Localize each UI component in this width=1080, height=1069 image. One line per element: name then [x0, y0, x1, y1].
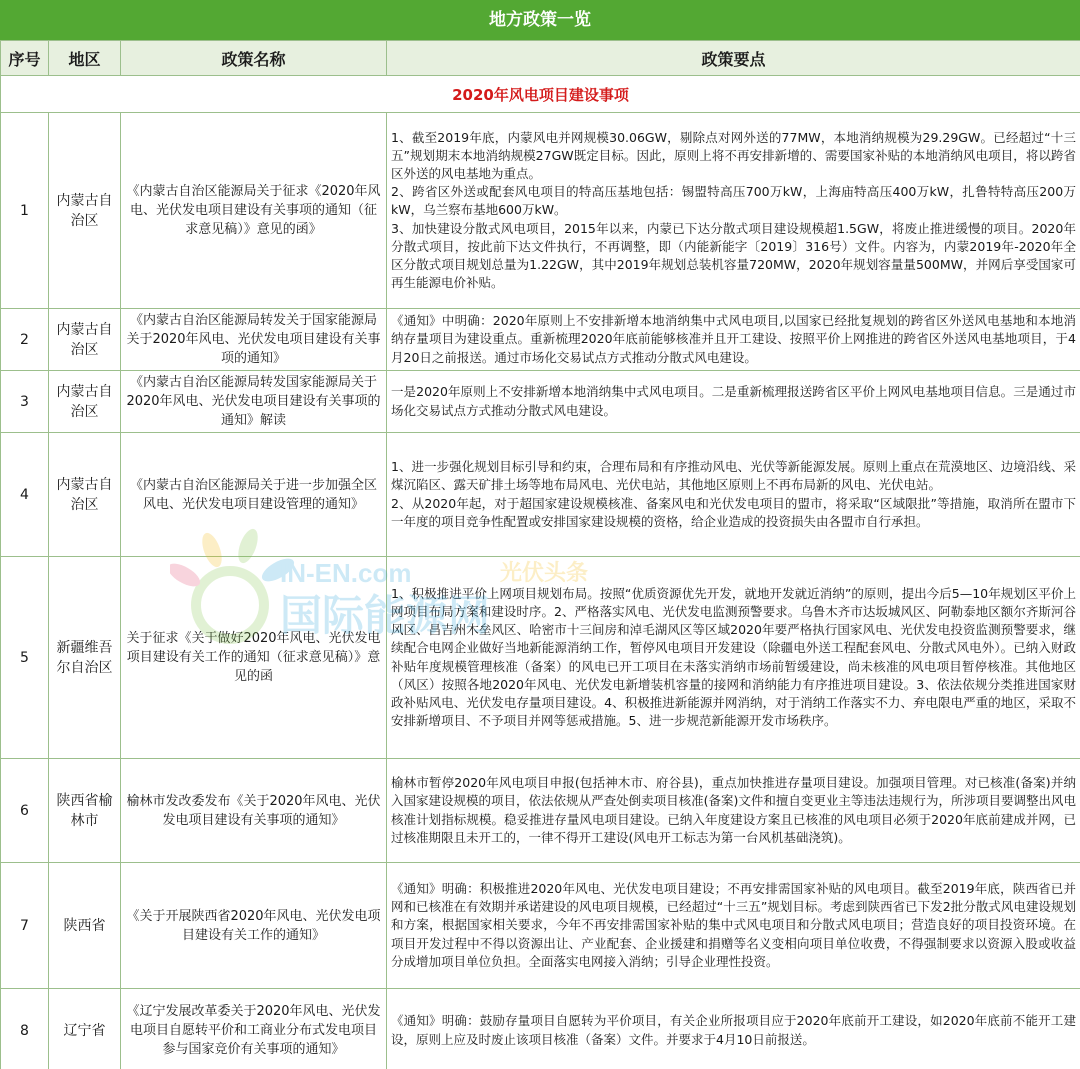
- row-number: 2: [1, 309, 49, 371]
- header-region: 地区: [49, 41, 121, 76]
- row-number: 5: [1, 557, 49, 759]
- row-policy-points: 一是2020年原则上不安排新增本地消纳集中式风电项目。二是重新梳理报送跨省区平价上网风电基地项目信息。三是通过市场化交易试点方式推动分散式风电建设。: [387, 371, 1080, 433]
- table-row: [1, 557, 1080, 759]
- row-number: 7: [1, 863, 49, 989]
- table-row: [1, 113, 1080, 309]
- row-policy-name: 《内蒙古自治区能源局关于征求《2020年风电、光伏发电项目建设有关事项的通知（征求意见稿）》意见的函》: [121, 113, 387, 309]
- watermark-line3: 光伏头条: [500, 561, 589, 586]
- row-policy-points: 1、进一步强化规划目标引导和约束，合理布局和有序推动风电、光伏等新能源发展。原则上重点在荒漠地区、边境沿线、采煤沉陷区、露天矿排土场等地布局风电、光伏电站，其他地区原则上不再布局新的风电、光伏电站。 2、从2020年起，对于超国家建设规模核准、备案风电和光伏发电项目的盟市，将采取“区域限批”等措施，取消所在盟市下一年度的项目竞争性配置或安排国家建设规模的资格，给企业造成的投资损失由各盟市自行承担。: [387, 433, 1080, 557]
- row-number: 8: [1, 989, 49, 1069]
- row-policy-name: 《辽宁发展改革委关于2020年风电、光伏发电项目自愿转平价和工商业分布式发电项目参与国家竞价有关事项的通知》: [121, 989, 387, 1069]
- table-row: [1, 759, 1080, 863]
- table-row: [1, 433, 1080, 557]
- row-policy-points: 《通知》明确：鼓励存量项目自愿转为平价项目，有关企业所报项目应于2020年底前开工建设，如2020年底前不能开工建设，原则上应及时废止该项目核准（备案）文件。并要求于4月10日前报送。: [387, 989, 1080, 1069]
- row-policy-points: 榆林市暂停2020年风电项目申报(包括神木市、府谷县)，重点加快推进存量项目建设。加强项目管理。对已核准(备案)并纳入国家建设规模的项目，依法依规从严查处倒卖项目核准(备案)文件和擅自变更业主等违法违规行为，所涉项目要调整出风电核准计划指标规模。稳妥推进存量风电项目建设。已纳入年度建设方案且已核准的风电项目必须于2020年底前建成并网，已过核准期限且未开工的，一律不得开工建设(风电开工标志为第一台风机基础浇筑)。: [387, 759, 1080, 863]
- row-policy-points: 1、积极推进平价上网项目规划布局。按照“优质资源优先开发，就地开发就近消纳”的原则，提出今后5—10年规划区平价上网项目布局方案和建设时序。2、严格落实风电、光伏发电监测预警要求。乌鲁木齐市达坂城风区、阿勒泰地区额尔齐斯河谷风区、昌吉州木垒风区、哈密市十三间房和淖毛湖风区等区域2020年要严格执行国家风电、光伏发电投资监测预警要求，继续配合电网企业做好当地新能源消纳工作，暂停风电项目开发建设（除疆电外送工程配套风电、分散式风电外）。已纳入财政补贴年度规模管理核准（备案）的风电已开工项目在未落实消纳市场前暂缓建设，尚未核准的风电项目暂停核准。其他地区（风区）按照各地2020年风电、光伏发电新增装机容量的接网和消纳能力有序推进项目建设。3、依法依规分类推进国家财政补贴风电、光伏发电存量项目建设。4、积极推进新能源并网消纳，对于消纳工作落实不力、弃电限电严重的地区，采取不安排新增项目、不予项目并网等惩戒措施。5、进一步规范新能源开发市场秩序。: [387, 557, 1080, 759]
- header-no: 序号: [1, 41, 49, 76]
- row-policy-points: 《通知》中明确：2020年原则上不安排新增本地消纳集中式风电项目,以国家已经批复规划的跨省区外送风电基地和本地消纳存量项目为建设重点。重新梳理2020年底前能够核准并且开工建设、按照平价上网推进的跨省区外送风电基地项目，于4月20日之前报送。通过市场化交易试点方式推动分散式风电建设。: [387, 309, 1080, 371]
- watermark-line1: IN-EN.com: [280, 558, 412, 588]
- watermark-line2: 国际能源网: [280, 591, 491, 640]
- row-region: 内蒙古自治区: [49, 371, 121, 433]
- row-policy-name: 《关于开展陕西省2020年风电、光伏发电项目建设有关工作的通知》: [121, 863, 387, 989]
- row-number: 6: [1, 759, 49, 863]
- table-row: [1, 371, 1080, 433]
- row-policy-name: 《内蒙古自治区能源局转发关于国家能源局关于2020年风电、光伏发电项目建设有关事项的通知》: [121, 309, 387, 371]
- row-region: 内蒙古自治区: [49, 113, 121, 309]
- row-policy-name: 榆林市发改委发布《关于2020年风电、光伏发电项目建设有关事项的通知》: [121, 759, 387, 863]
- table-row: [1, 989, 1080, 1069]
- section-row: [1, 76, 1080, 113]
- table-row: [1, 309, 1080, 371]
- row-region: 陕西省榆林市: [49, 759, 121, 863]
- row-region: 陕西省: [49, 863, 121, 989]
- header-policy-points: 政策要点: [387, 41, 1080, 76]
- row-policy-name: 关于征求《关于做好2020年风电、光伏发电项目建设有关工作的通知（征求意见稿）》意见的函: [121, 557, 387, 759]
- row-policy-name: 《内蒙古自治区能源局关于进一步加强全区风电、光伏发电项目建设管理的通知》: [121, 433, 387, 557]
- row-policy-points: 《通知》明确：积极推进2020年风电、光伏发电项目建设；不再安排需国家补贴的风电项目。截至2019年底，陕西省已并网和已核准在有效期并承诺建设的风电项目规模，已经超过“十三五”规划目标。考虑到陕西省已下发2批分散式风电建设规划和方案，根据国家相关要求，今年不再安排需国家补贴的集中式风电项目和分散式风电项目；营造良好的项目投资环境。在项目开发过程中不得以资源出让、产业配套、企业援建和捐赠等名义变相向项目单位收费，不得强制要求以资源入股或收益分成增加项目单位负担。全面落实电网接入消纳；引导企业理性投资。: [387, 863, 1080, 989]
- section-title: 2020年风电项目建设事项: [1, 76, 1080, 113]
- row-policy-name: 《内蒙古自治区能源局转发国家能源局关于2020年风电、光伏发电项目建设有关事项的通知》解读: [121, 371, 387, 433]
- header-policy-name: 政策名称: [121, 41, 387, 76]
- row-region: 辽宁省: [49, 989, 121, 1069]
- row-number: 1: [1, 113, 49, 309]
- table-row: [1, 863, 1080, 989]
- row-region: 新疆维吾尔自治区: [49, 557, 121, 759]
- row-policy-points: 1、截至2019年底，内蒙风电并网规模30.06GW，剔除点对网外送的77MW，本地消纳规模为29.29GW。已经超过“十三五”规划期末本地消纳规模27GW既定目标。因此，原则上将不再安排新增的、需要国家补贴的本地消纳风电项目，将以跨省区外送的风电基地为重点。 2、跨省区外送或配套风电项目的特高压基地包括：锡盟特高压700万kW，上海庙特高压400万kW，扎鲁特特高压200万kW，乌兰察布基地600万kW。 3、加快建设分散式风电项目，2015年以来，内蒙已下达分散式项目建设规模超1.5GW，将废止推进缓慢的项目。2020年分散式项目，按此前下达文件执行，不再调整，即（内能新能字〔2019〕316号）文件。内容为，内蒙2019年-2020年全区分散式项目规划总量为1.22GW，其中2019年规划总装机容量720MW，2020年规划容量量500MW，并网后享受国家可再生能源电价补贴。: [387, 113, 1080, 309]
- table-title-banner: 地方政策一览: [0, 0, 1080, 40]
- row-region: 内蒙古自治区: [49, 309, 121, 371]
- row-region: 内蒙古自治区: [49, 433, 121, 557]
- row-number: 4: [1, 433, 49, 557]
- header-row: [1, 41, 1080, 76]
- policy-table: [0, 40, 1080, 1069]
- row-number: 3: [1, 371, 49, 433]
